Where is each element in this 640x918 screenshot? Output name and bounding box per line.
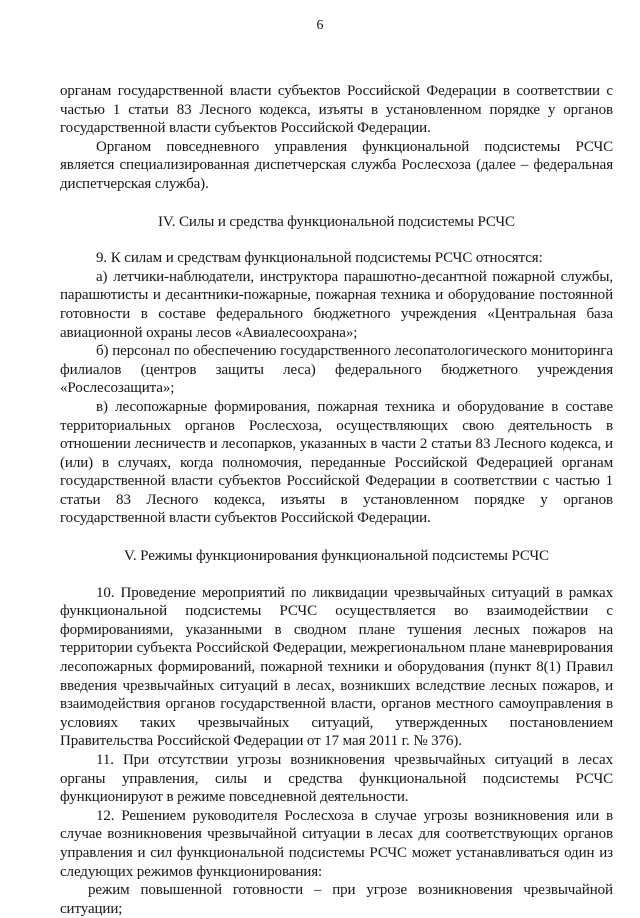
spacer <box>60 231 613 249</box>
paragraph-daily-management: Органом повседневного управления функциональной подсистемы РСЧС является специализированная диспетчерская служба Рослесхоза (далее – федеральная диспетчерская служба). <box>60 138 613 192</box>
paragraph-item-12: 12. Решением руководителя Рослесхоза в случае угрозы возникновения или в случае возникновения чрезвычайной ситуации в лесах для соответствующих органов управления и сил функциональной подсистемы РСЧС может устанавливаться один из следующих режимов функционирования: <box>60 807 613 880</box>
spacer <box>60 194 613 213</box>
document-body <box>60 82 613 918</box>
paragraph-item-9a: а) летчики-наблюдатели, инструктора парашютно-десантной пожарной службы, парашютисты и десантники-пожарные, пожарная техника и оборудование постоянной готовности в составе федерального бюджетного учреждения «Центральная база авиационной охраны лесов «Авиалесоохрана»; <box>60 268 613 341</box>
paragraph-item-9c: в) лесопожарные формирования, пожарная техника и оборудование в составе территориальных органов Рослесхоза, осуществляющих свою деятельность в отношении лесничеств и лесопарков, указанных в части 2 статьи 83 Лесного кодекса, и (или) в случаях, когда полномочия, переданные Российской Федерацией органам государственной власти субъектов Российской Федерации в соответствии с частью 1 статьи 83 Лесного кодекса, изъяты в установленном порядке у органов государственной власти субъектов Российской Федерации. <box>60 398 613 527</box>
paragraph-item-9: 9. К силам и средствам функциональной подсистемы РСЧС относятся: <box>96 250 543 267</box>
spacer <box>60 566 613 584</box>
paragraph-item-9b: б) персонал по обеспечению государственного лесопатологического мониторинга филиалов (центров защиты леса) федерального бюджетного учреждения «Рослесозащита»; <box>60 343 613 397</box>
paragraph-readiness-mode: режим повышенной готовности – при угрозе возникновения чрезвычайной ситуации; <box>60 882 613 917</box>
paragraph-item-11: 11. При отсутствии угрозы возникновения чрезвычайных ситуаций в лесах органы управления, силы и средства функциональной подсистемы РСЧС функционируют в режиме повседневной деятельности. <box>60 752 613 806</box>
section-heading-v: V. Режимы функционирования функциональной подсистемы РСЧС <box>124 548 549 565</box>
paragraph-continuation: органам государственной власти субъектов Российской Федерации в соответствии с частью 1 статьи 83 Лесного кодекса, изъяты в установленном порядке у органов государственной власти субъектов Российской Федерации. <box>60 83 613 137</box>
paragraph-item-10: 10. Проведение мероприятий по ликвидации чрезвычайных ситуаций в рамках функциональной подсистемы РСЧС осуществляется во взаимодействии с формированиями, указанными в сводном плане тушения лесных пожаров на территории субъекта Российской Федерации, межрегиональном плане маневрирования лесопожарных формирований, пожарной техники и оборудования (пункт 8(1) Правил введения чрезвычайных ситуаций в лесах, возникших вследствие лесных пожаров, и взаимодействия органов государственной власти, органов местного самоуправления в условиях таких чрезвычайных ситуаций, утвержденных постановлением Правительства Российской Федерации от 17 мая 2011 г. № 376). <box>60 584 613 750</box>
page-number: 6 <box>316 18 324 33</box>
section-heading-iv: IV. Силы и средства функциональной подсистемы РСЧС <box>158 213 515 230</box>
spacer <box>60 528 613 547</box>
